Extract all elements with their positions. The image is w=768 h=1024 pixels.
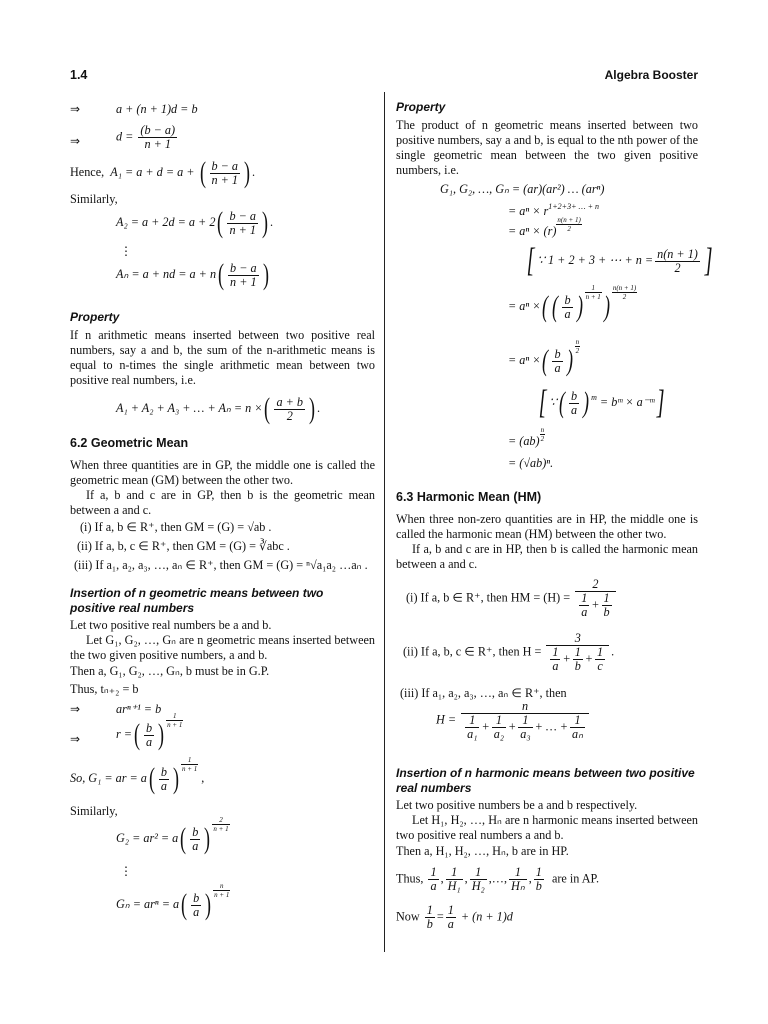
exponent-fraction: $\frac{n(n + 1)}{2}$ <box>557 216 581 233</box>
equation-step4: = aⁿ ×( $\frac{b}{a}$ ) $\frac{n}{2}$ <box>508 338 580 377</box>
book-title: Algebra Booster <box>604 68 698 82</box>
section-heading-geometric-mean: 6.2 Geometric Mean <box>70 436 189 450</box>
fraction: $\frac{1}{\text{aₙ}}$ <box>572 713 583 741</box>
equation-step1: = $a^n \times r^{1+2+3+ \dots + n}$ <box>508 202 599 218</box>
fraction: 2 $\frac{1}{a}$ + $\frac{1}{b}$ <box>575 578 615 619</box>
insertion-gm-p1: Let two positive real numbers be a and b. <box>70 618 272 632</box>
exponent-fraction: $\frac{n}{n + 1}$ <box>214 882 230 899</box>
similarly-label: Similarly, <box>70 804 118 818</box>
section-heading-harmonic-mean: 6.3 Harmonic Mean (HM) <box>396 490 542 504</box>
fraction: $\frac{b - a}{n + 1}$ <box>230 260 257 289</box>
equation-an: Aₙ = a + nd = a + n( $\frac{b - a}{n + 1}$ ) <box>116 258 269 291</box>
similarly-label: Similarly, <box>70 192 118 206</box>
property-heading: Property <box>396 100 446 114</box>
equation-reciprocals-ap: Thus, $\frac{1}{a}$ , $\frac{1}{\text{H₁}}$ , $\frac{1}{\text{H₂}}$ ,…, $\frac{1}{\text{Hₙ}}$ , $\frac{1}{b}$ are in AP. <box>396 865 599 893</box>
exponent-fraction: $\frac{n}{2}$ <box>575 338 580 355</box>
d-lhs: d = <box>116 129 134 144</box>
fraction: $\frac{b}{a}$ <box>554 346 561 375</box>
fraction: $\frac{1}{\text{H₂}}$ <box>471 865 485 893</box>
equation-a1: Hence, A₁ = a + d = a + ( $\frac{b - a}{n + 1}$ ) . <box>70 156 256 189</box>
fraction: $\frac{b - a}{n + 1}$ <box>211 158 239 187</box>
equation-step5: = (ab) $\frac{n}{2}$ <box>508 426 545 448</box>
fraction: $\frac{b}{a}$ <box>564 292 571 321</box>
fraction: $\frac{b}{a}$ <box>193 890 200 919</box>
gm-case-iii: (iii) If a₁, a₂, a₃, …, aₙ ∈ R⁺, then GM = (G) = ⁿ√a₁a₂ …aₙ . <box>74 558 368 572</box>
gm-definition: When three quantities are in GP, the middle one is called the geometric mean (GM) between the other two. <box>70 458 375 487</box>
exponent-fraction: $\frac{n(n + 1)}{2}$ <box>612 284 637 301</box>
insertion-hm-p2: Let H₁, H₂, …, Hₙ are n harmonic means inserted between two positive real numbers a and b. <box>396 813 698 842</box>
fraction: $\frac{1}{\text{a₁}}$ <box>467 713 478 741</box>
insertion-gm-p2: Let G₁, G₂, …, Gₙ are n geometric means inserted between the two given positive numbers, a and b. <box>70 633 375 662</box>
property-heading: Property <box>70 310 120 324</box>
implies-symbol: ⇒ <box>70 702 81 716</box>
fraction: $\frac{1}{\text{a₃}}$ <box>520 713 531 741</box>
fraction: $\frac{1}{c}$ <box>597 645 604 673</box>
exponent-fraction: $\frac{1}{n + 1}$ <box>167 712 183 729</box>
equation-now: Now $\frac{1}{b}$ = $\frac{1}{a}$ + (n + 1)d <box>396 903 513 931</box>
implies-symbol: ⇒ <box>70 102 81 116</box>
property-text: If n arithmetic means inserted between two positive real numbers, say a and b, the sum of the n-arithmetic means is equal to n-times the single arithmetic mean between two positive real numbers, i.e. <box>70 328 375 387</box>
equation-g2: G₂ = ar² = a( $\frac{b}{a}$ ) $\frac{2}{n + 1}$ <box>116 816 229 855</box>
column-divider <box>384 92 385 952</box>
exponent-fraction: $\frac{1}{n + 1}$ <box>585 284 601 301</box>
equation-step3: = aⁿ ×( ( $\frac{b}{a}$ ) $\frac{1}{n + 1}$ ) $\frac{n(n + 1)}{2}$ <box>508 284 637 323</box>
vertical-dots: ⋮ <box>120 244 133 258</box>
equation-sum-identity: [ ∵ 1 + 2 + 3 + ⋯ + n = $\frac{n(n + 1)}{2}$ ] <box>526 242 713 279</box>
fraction: $\frac{b}{a}$ <box>160 764 167 793</box>
equation-gn: Gₙ = arⁿ = a( $\frac{b}{a}$ ) $\frac{n}{n + 1}$ <box>116 882 230 921</box>
equation-power-identity: [ ∵( $\frac{b}{a}$ ) $^m$ = bᵐ × a⁻ᵐ] <box>538 384 665 421</box>
fraction: $\frac{b}{a}$ <box>571 388 578 417</box>
exponent-fraction: $\frac{1}{n + 1}$ <box>181 756 198 773</box>
hm-case-iii: (iii) If a₁, a₂, a₃, …, aₙ ∈ R⁺, then <box>400 686 567 700</box>
fraction: $\frac{a + b}{2}$ <box>276 394 303 423</box>
fraction: $\frac{1}{b}$ <box>603 591 610 619</box>
exponent-fraction: $\frac{n}{2}$ <box>540 426 545 443</box>
equation-hm-general: H = n $\frac{1}{\text{a₁}}$ + $\frac{1}{\text{a₂}}$ + $\frac{1}{\text{a₃}}$ + … + $\frac{1}{\text{aₙ}}$ <box>436 700 591 741</box>
equation-ap-last-term: a + (n + 1)d = b <box>116 102 198 116</box>
equation-am-sum: A₁ + A₂ + A₃ + … + Aₙ = n ×( $\frac{a + b}{2}$ ) . <box>116 392 321 425</box>
equation-step6: = (√ab)ⁿ. <box>508 456 554 470</box>
hm-case-i: (i) If a, b ∈ R⁺, then HM = (H) = 2 $\frac{1}{a}$ + $\frac{1}{b}$ <box>406 578 618 619</box>
insertion-hm-p3: Then a, H₁, H₂, …, Hₙ, b are in HP. <box>396 844 569 858</box>
fraction: $\frac{1}{a}$ <box>552 645 559 673</box>
fraction: $\frac{(b - a)}{n + 1}$ <box>140 123 176 151</box>
equation-common-difference <box>116 124 179 151</box>
fraction: $\frac{1}{\text{Hₙ}}$ <box>511 865 525 893</box>
fraction: n $\frac{1}{\text{a₁}}$ + $\frac{1}{\text{a₂}}$ + $\frac{1}{\text{a₃}}$ + … + $\frac{1}{\text{aₙ}}$ <box>461 700 589 741</box>
fraction: $\frac{1}{a}$ <box>581 591 588 619</box>
equation-a2: A₂ = a + 2d = a + 2( $\frac{b - a}{n + 1}$ ) . <box>116 206 273 239</box>
equation-ar-power: arⁿ⁺¹ = b <box>116 702 162 716</box>
gm-description: If a, b and c are in GP, then b is the geometric mean between a and c. <box>70 488 375 517</box>
hm-case-ii: (ii) If a, b, c ∈ R⁺, then H = 3 $\frac{1}{a}$ + $\frac{1}{b}$ + $\frac{1}{c}$ . <box>403 631 615 673</box>
fraction: 3 $\frac{1}{a}$ + $\frac{1}{b}$ + $\frac{1}{c}$ <box>546 632 609 673</box>
equation-g1: So, G₁ = ar = a( $\frac{b}{a}$ ) $\frac{1}{n + 1}$ , <box>70 756 205 795</box>
gm-case-i: (i) If a, b ∈ R⁺, then GM = (G) = √ab . <box>80 520 272 534</box>
fraction: $\frac{b - a}{n + 1}$ <box>229 208 256 237</box>
equation-step2: = aⁿ × (r) $\frac{n(n + 1)}{2}$ <box>508 216 581 238</box>
fraction: $\frac{1}{b}$ <box>535 865 542 893</box>
fraction: $\frac{b}{a}$ <box>192 824 199 853</box>
thus-tn-equation: Thus, tₙ₊₂ = b <box>70 682 139 696</box>
insertion-hm-p1: Let two positive numbers be a and b respectively. <box>396 798 638 812</box>
fraction: $\frac{1}{\text{a₂}}$ <box>493 713 505 741</box>
equation-gm-product: G₁, G₂, …, Gₙ = (ar)(ar²) … (arⁿ) <box>440 182 605 196</box>
implies-symbol: ⇒ <box>70 134 81 148</box>
equation-common-ratio: r =( $\frac{b}{a}$ ) $\frac{1}{n + 1}$ <box>116 712 183 751</box>
fraction: $\frac{1}{b}$ <box>574 645 581 673</box>
hm-definition: When three non-zero quantities are in HP, the middle one is called the harmonic mean (HM) between the other two. <box>396 512 698 541</box>
fraction: $\frac{b}{a}$ <box>146 720 153 749</box>
implies-symbol: ⇒ <box>70 732 81 746</box>
vertical-dots: ⋮ <box>120 864 133 878</box>
hm-description: If a, b and c are in HP, then b is called the harmonic mean between a and c. <box>396 542 698 571</box>
insertion-gm-heading: Insertion of n geometric means between two positive real numbers <box>70 586 324 615</box>
insertion-hm-heading: Insertion of n harmonic means between two positive real numbers <box>396 766 695 795</box>
exponent-fraction: $\frac{2}{n + 1}$ <box>213 816 229 833</box>
fraction: $\frac{1}{b}$ <box>426 903 433 931</box>
fraction: $\frac{1}{\text{H₁}}$ <box>447 865 461 893</box>
fraction: $\frac{1}{a}$ <box>447 903 454 931</box>
fraction: $\frac{n(n + 1)}{2}$ <box>657 246 698 275</box>
property-text: The product of n geometric means inserted between two positive numbers, say a and b, is equal to the nth power of the single geometric mean between the two given positive numbers, i.e. <box>396 118 698 177</box>
page-number: 1.4 <box>70 68 88 82</box>
fraction: $\frac{1}{a}$ <box>430 865 437 893</box>
insertion-gm-p3: Then a, G₁, G₂, …, Gₙ, b must be in G.P. <box>70 664 270 678</box>
gm-case-ii: (ii) If a, b, c ∈ R⁺, then GM = (G) = ∛abc . <box>77 539 290 553</box>
